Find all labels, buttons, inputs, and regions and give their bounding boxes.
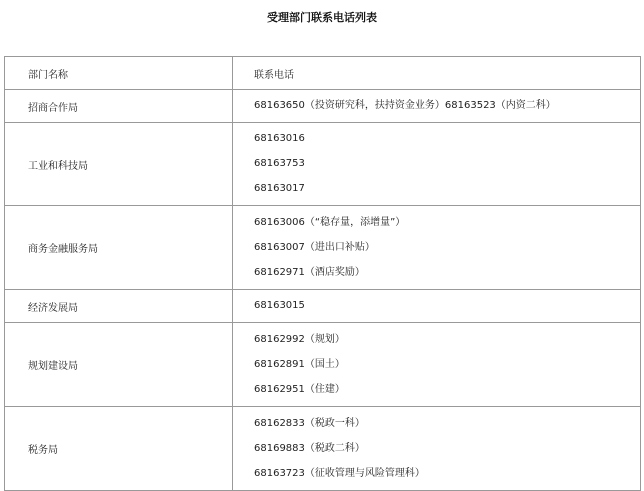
- phone-line: 68163017: [254, 183, 305, 194]
- dept-name: 招商合作局: [5, 90, 233, 123]
- table-header-row: [5, 57, 641, 90]
- phone-line: 68163007（进出口补贴）: [254, 241, 375, 253]
- phone-line: 68162891（国土）: [254, 358, 345, 370]
- table-row: [5, 323, 641, 407]
- phone-cell: [233, 407, 641, 491]
- dept-name: 经济发展局: [5, 290, 233, 323]
- phone-line: 68163016: [254, 133, 305, 144]
- dept-name: 规划建设局: [5, 323, 233, 407]
- phone-line: 68162833（税政一科）: [254, 417, 365, 429]
- header-dept: 部门名称: [5, 57, 233, 90]
- phone-line: 68163015: [254, 300, 305, 311]
- table-row: [5, 206, 641, 290]
- phone-line: 68163650（投资研究科，扶持资金业务）68163523（内资二科）: [254, 100, 556, 111]
- phone-line: 68163006（“稳存量，添增量”）: [254, 216, 406, 228]
- phone-cell: [233, 123, 641, 206]
- contact-table: [4, 56, 641, 491]
- dept-name: 税务局: [5, 407, 233, 491]
- table-row: [5, 290, 641, 323]
- phone-line: 68162971（酒店奖励）: [254, 266, 365, 278]
- dept-name: 工业和科技局: [5, 123, 233, 206]
- table-row: [5, 407, 641, 491]
- header-phone: 联系电话: [233, 57, 641, 90]
- phone-cell: [233, 323, 641, 407]
- table-row: [5, 90, 641, 123]
- phone-cell: [233, 206, 641, 290]
- phone-line: 68163723（征收管理与风险管理科）: [254, 467, 425, 479]
- phone-line: 68169883（税政二科）: [254, 442, 365, 454]
- page-title: 受理部门联系电话列表: [267, 11, 377, 24]
- table-row: [5, 123, 641, 206]
- phone-cell: [233, 90, 641, 123]
- dept-name: 商务金融服务局: [5, 206, 233, 290]
- phone-line: 68162992（规划）: [254, 333, 345, 345]
- phone-line: 68163753: [254, 158, 305, 169]
- phone-cell: [233, 290, 641, 323]
- phone-line: 68162951（住建）: [254, 383, 345, 395]
